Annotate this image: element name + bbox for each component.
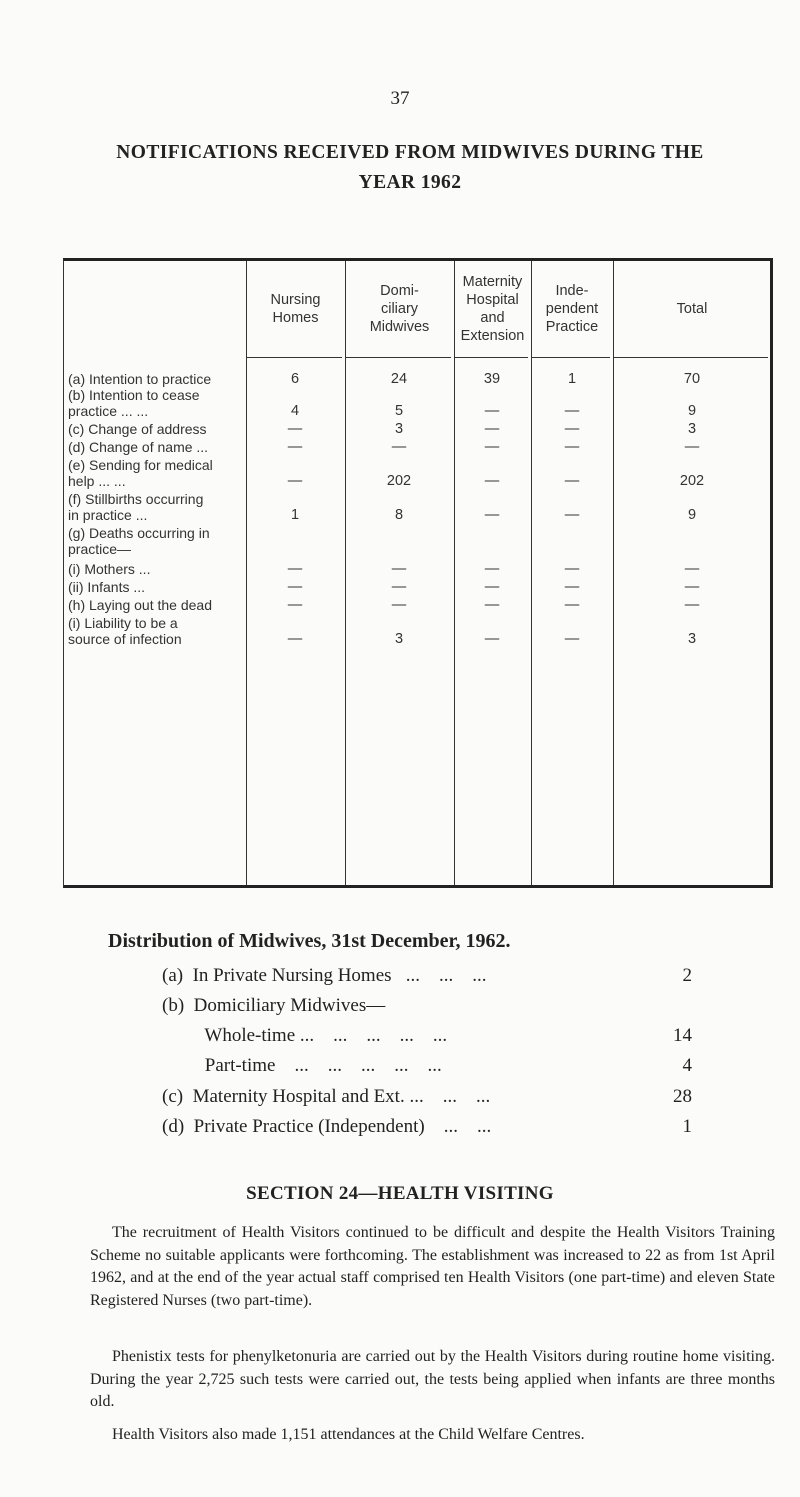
table-row-label: (g) Deaths occurring in practice—: [68, 525, 210, 557]
paragraph-phenistix: Phenistix tests for phenylketonuria are carried out by the Health Visitors during routine home visiting. During the year 2,725 such tests were carried out, the tests being applied when infants are three months old.: [90, 1348, 775, 1410]
table-cell: 9: [687, 403, 697, 419]
distribution-item-label: Part-time ... ... ... ... ...: [162, 1055, 442, 1076]
distribution-title: Distribution of Midwives, 31st December, 1962.: [108, 930, 511, 952]
table-cell: 8: [394, 507, 404, 523]
table-cell: —: [564, 597, 580, 613]
distribution-item-label: (b) Domiciliary Midwives—: [162, 995, 386, 1016]
distribution-item-label: Whole-time ... ... ... ... ...: [162, 1025, 448, 1046]
table-row-label: (i) Mothers ...: [68, 561, 151, 577]
table-row-label: (a) Intention to practice: [68, 371, 212, 387]
title-line-1: NOTIFICATIONS RECEIVED FROM MIDWIVES DURING THE: [116, 142, 704, 163]
table-cell: —: [564, 579, 580, 595]
header-nursing-homes: Nursing Homes: [270, 292, 321, 326]
table-cell: —: [391, 439, 407, 455]
notifications-table: [63, 258, 773, 888]
table-row-label: (f) Stillbirths occurring in practice ...: [68, 491, 204, 523]
table-cell: —: [484, 631, 500, 647]
table-cell: —: [564, 403, 580, 419]
table-cell: 70: [683, 371, 701, 387]
table-cell: 3: [687, 421, 697, 437]
table-cell: 202: [679, 473, 705, 489]
table-cell: —: [564, 421, 580, 437]
distribution-item-value: 2: [682, 965, 692, 986]
distribution-item-label: (d) Private Practice (Independent) ... ...: [162, 1116, 492, 1137]
header-domiciliary-midwives: Domi- ciliary Midwives: [369, 283, 430, 335]
header-rule: [454, 357, 528, 358]
table-cell: 6: [290, 371, 300, 387]
table-cell: —: [484, 561, 500, 577]
distribution-item-label: (a) In Private Nursing Homes ... ... ...: [162, 965, 487, 986]
header-rule: [246, 357, 342, 358]
table-cell: —: [484, 579, 500, 595]
distribution-item-label: (c) Maternity Hospital and Ext. ... ... ...: [162, 1086, 491, 1107]
table-row-label: (e) Sending for medical help ... ...: [68, 457, 213, 489]
table-cell: —: [564, 631, 580, 647]
header-rule: [345, 357, 451, 358]
section-title: SECTION 24—HEALTH VISITING: [246, 1183, 554, 1204]
table-cell: 3: [394, 421, 404, 437]
table-cell: —: [287, 631, 303, 647]
table-row-label: (d) Change of name ...: [68, 439, 209, 455]
table-cell: 24: [390, 371, 408, 387]
title-line-2: YEAR 1962: [358, 172, 462, 193]
header-total: Total: [676, 301, 708, 317]
table-cell: 1: [290, 507, 300, 523]
table-cell: —: [564, 561, 580, 577]
paragraph-recruitment: The recruitment of Health Visitors continued to be difficult and despite the Health Visitors Training Scheme no suitable applicants were forthcoming. The establishment was increased to 22 as from 1st April 1962, and at the end of the year actual staff comprised ten Health Visitors (one part-time) and eleven State Registered Nurses (two part-time).: [90, 1224, 775, 1309]
table-cell: —: [287, 579, 303, 595]
table-cell: —: [684, 597, 700, 613]
table-cell: 3: [394, 631, 404, 647]
table-cell: —: [484, 473, 500, 489]
header-maternity-hospital: Maternity Hospital and Extension: [460, 274, 525, 344]
table-cell: —: [484, 439, 500, 455]
distribution-item-value: 28: [673, 1086, 692, 1107]
distribution-item-value: 1: [682, 1116, 692, 1137]
table-cell: —: [391, 561, 407, 577]
table-cell: 1: [567, 371, 577, 387]
table-cell: —: [484, 597, 500, 613]
table-cell: —: [287, 561, 303, 577]
table-cell: —: [391, 597, 407, 613]
page-title: [60, 138, 760, 198]
table-cell: —: [684, 561, 700, 577]
table-cell: —: [684, 439, 700, 455]
table-cell: —: [564, 507, 580, 523]
header-rule: [613, 357, 768, 358]
table-cell: —: [287, 473, 303, 489]
table-cell: —: [564, 439, 580, 455]
table-cell: —: [287, 439, 303, 455]
table-cell: —: [484, 507, 500, 523]
table-row-label: (ii) Infants ...: [68, 579, 146, 595]
table-cell: 4: [290, 403, 300, 419]
table-cell: 9: [687, 507, 697, 523]
table-cell: 39: [483, 371, 501, 387]
distribution-item-value: 4: [682, 1055, 692, 1076]
table-row-label: (b) Intention to cease practice ... ...: [68, 387, 200, 419]
distribution-item-value: 14: [673, 1025, 692, 1046]
table-cell: 3: [687, 631, 697, 647]
page-number: 37: [390, 88, 410, 109]
table-row-label: (h) Laying out the dead: [68, 597, 212, 613]
header-rule: [531, 357, 610, 358]
table-cell: —: [287, 421, 303, 437]
table-row-label: (c) Change of address: [68, 421, 207, 437]
table-row-label: (i) Liability to be a source of infection: [68, 615, 182, 647]
table-cell: —: [564, 473, 580, 489]
table-cell: 5: [394, 403, 404, 419]
table-cell: —: [684, 579, 700, 595]
table-cell: —: [484, 421, 500, 437]
header-independent-practice: Inde- pendent Practice: [545, 283, 599, 335]
table-cell: —: [484, 403, 500, 419]
table-cell: 202: [386, 473, 412, 489]
paragraph-attendances: Health Visitors also made 1,151 attendances at the Child Welfare Centres.: [112, 1426, 585, 1443]
table-cell: —: [391, 579, 407, 595]
table-cell: —: [287, 597, 303, 613]
